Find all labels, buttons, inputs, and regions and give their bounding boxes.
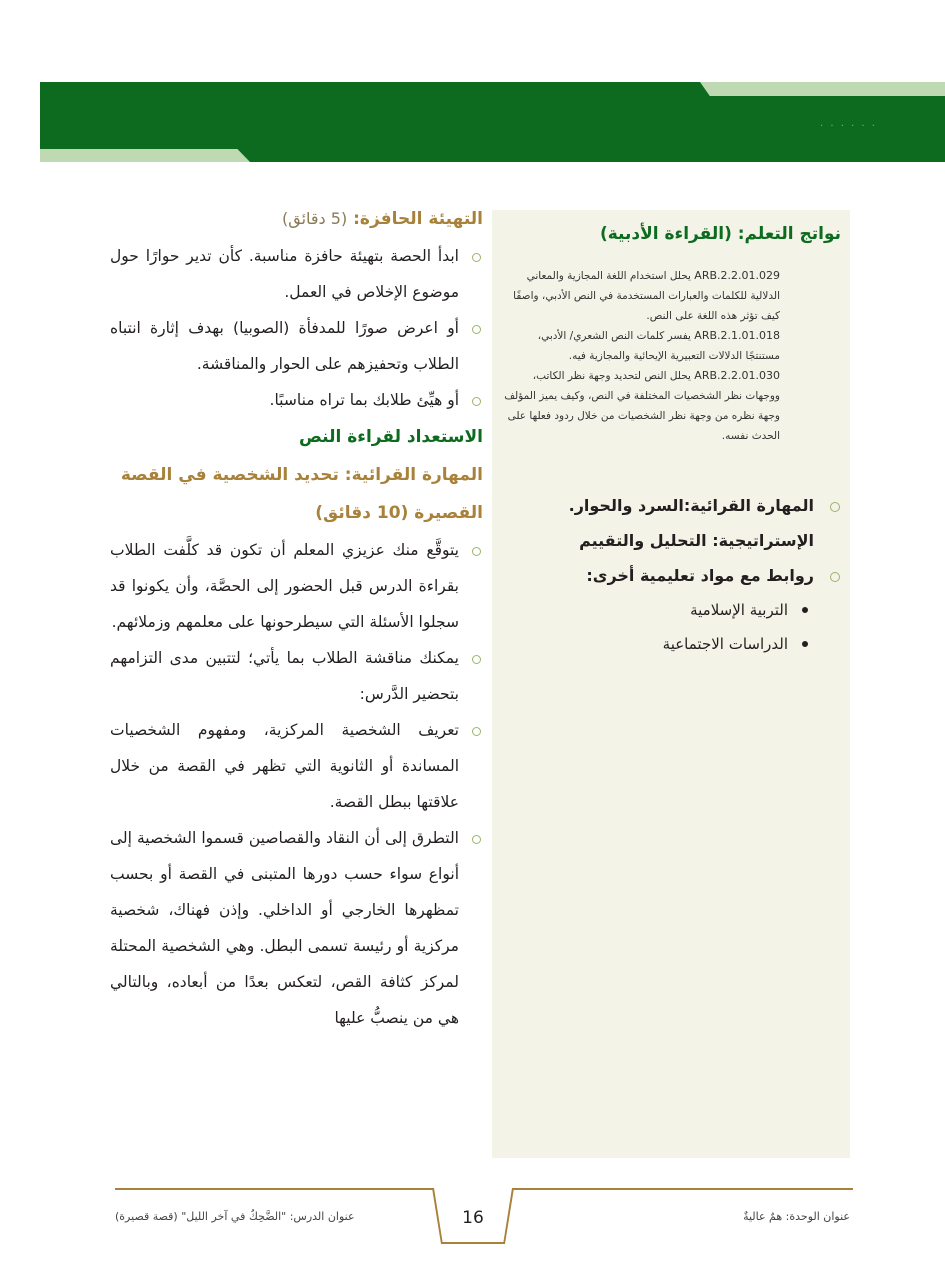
- link-subject: الدراسات الاجتماعية: [510, 627, 814, 661]
- list-item: يتوقَّع منك عزيزي المعلم أن تكون قد كلَّفت الطلاب بقراءة الدرس قبل الحضور إلى الحصَّة، وأن يكونوا قد سجلوا الأسئلة التي سيطرحونها على معلمهم وزملائهم.: [110, 532, 483, 640]
- warmup-heading: التهيئة الحافزة: (5 دقائق): [281, 209, 483, 229]
- outcome-text: يحلل استخدام اللغة المجازية والمعاني الدلالية للكلمات والعبارات المستخدمة في النص الأدبي، واصفًا كيف تؤثر هذه اللغة على النص.: [513, 270, 780, 322]
- reading-skill-text: المهارة القرائية:السرد والحوار.: [568, 496, 814, 515]
- list-item: تعريف الشخصية المركزية، ومفهوم الشخصيات المساندة أو الثانوية التي تظهر في القصة من خلال علاقتها ببطل القصة.: [110, 712, 483, 820]
- outcome-text: يحلل النص لتحديد وجهة نظر الكاتب، ووجهات نظر الشخصيات المختلفة في النص، وكيف يميز المؤلف وجهة نظره من وجهة نظر الشخصيات من خلال ردود فعلها على الحدث نفسه.: [504, 370, 780, 442]
- ring-bullet-icon: [830, 502, 840, 512]
- bullet-dot-icon: [802, 607, 808, 613]
- lesson-title: عنوان الدرس: "الضَّحِكُ في آخر الليل" (قصة قصيرة): [115, 1210, 355, 1223]
- side-summary-list: [510, 488, 840, 661]
- outcome-item: [500, 326, 780, 366]
- list-item: ابدأ الحصة بتهيئة حافزة مناسبة. كأن تدير حوارًا حول موضوع الإخلاص في العمل.: [110, 238, 483, 310]
- skill-text: تحديد الشخصية في القصة القصيرة (10 دقائق): [120, 465, 483, 523]
- page-number: 16: [462, 1208, 484, 1228]
- outcome-item: [500, 366, 780, 446]
- links-list: [510, 593, 814, 661]
- unit-title: عنوان الوحدة: همٌ عاليةٌ: [743, 1210, 850, 1223]
- banner-stripe-left: [40, 149, 250, 162]
- outcome-text: يفسر كلمات النص الشعري/ الأدبي، مستنتجًا الدلالات التعبيرية الإيحائية والمجازية فيه.: [537, 330, 780, 362]
- list-item: أو اعرض صورًا للمدفأة (الصوبيا) بهدف إثارة انتباه الطلاب وتحفيزهم على الحوار والمناقشة.: [110, 310, 483, 382]
- list-item: أو هيِّئ طلابك بما تراه مناسبًا.: [110, 382, 483, 418]
- ring-bullet-icon: [472, 397, 481, 406]
- outcome-code: ARB.2.1.01.018: [694, 329, 780, 342]
- warmup-time: (5 دقائق): [281, 209, 348, 228]
- main-column: [110, 200, 483, 1036]
- outcome-code: ARB.2.2.01.029: [694, 269, 780, 282]
- banner-dots: . . . . . .: [820, 118, 877, 129]
- outcome-item: [500, 266, 780, 326]
- links-title: روابط مع مواد تعليمية أخرى:: [586, 566, 814, 585]
- bullet-dot-icon: [802, 641, 808, 647]
- outcomes-title: نواتج التعلم: (القراءة الأدبية): [599, 224, 841, 244]
- outcome-code: ARB.2.2.01.030: [694, 369, 780, 382]
- links-item: [510, 558, 840, 661]
- ring-bullet-icon: [472, 325, 481, 334]
- ring-bullet-icon: [472, 835, 481, 844]
- strategy-item: [510, 523, 840, 558]
- outcomes-list: [500, 266, 780, 446]
- warmup-list: [110, 238, 483, 418]
- strategy-text: الإستراتيجية: التحليل والتقييم: [579, 531, 814, 550]
- ring-bullet-icon: [472, 655, 481, 664]
- ring-bullet-icon: [830, 572, 840, 582]
- list-item: يمكنك مناقشة الطلاب بما يأتي؛ لتتبين مدى التزامهم بتحضير الدَّرس:: [110, 640, 483, 712]
- banner-stripe-right: [700, 82, 945, 96]
- list-item: التطرق إلى أن النقاد والقصاصين قسموا الشخصية إلى أنواع سواء حسب دورها المتبنى في القصة أو بحسب تمظهرها الخارجي أو الداخلي. وإذن فهناك، شخصية مركزية أو رئيسة تسمى البطل. وهي الشخصية المحتلة لمركز كثافة القص، لتعكس بعدًا من أبعاده، وبالتالي هي من ينصبُّ عليها: [110, 820, 483, 1036]
- link-subject: التربية الإسلامية: [510, 593, 814, 627]
- ring-bullet-icon: [472, 727, 481, 736]
- ring-bullet-icon: [472, 547, 481, 556]
- reading-skill-item: [510, 488, 840, 523]
- prep-heading: الاستعداد لقراءة النص: [298, 427, 483, 447]
- ring-bullet-icon: [472, 253, 481, 262]
- prep-list: [110, 532, 483, 1036]
- skill-heading: المهارة القرائية: تحديد الشخصية في القصة القصيرة (10 دقائق): [120, 465, 483, 523]
